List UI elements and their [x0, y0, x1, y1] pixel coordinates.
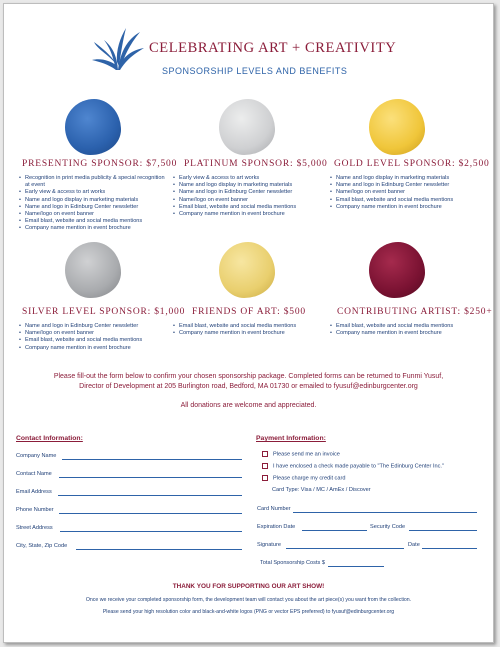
list-item: • Company name mention in event brochure: [18, 345, 168, 352]
silver-sponsor-title: SILVER LEVEL SPONSOR: $1,000: [22, 307, 186, 317]
date-label: Date: [408, 542, 420, 548]
list-item: • Email blast, website and social media mentions: [18, 218, 168, 225]
company-name-label: Company Name: [16, 453, 57, 459]
list-item: • Early view & access to art works: [18, 189, 168, 196]
gold-sponsor-benefits: [329, 175, 489, 211]
list-item: • Company name mention in event brochure: [18, 225, 168, 232]
silver-sponsor-benefits: [18, 323, 168, 352]
platinum-sponsor-benefits: [172, 175, 322, 218]
list-item: • Name and logo in Edinburg Center newsletter: [329, 182, 489, 189]
list-item: • Company name mention in event brochure: [172, 330, 322, 337]
list-item: • Name and logo display in marketing materials: [18, 197, 168, 204]
card-number-field[interactable]: [293, 512, 477, 513]
street-address-field[interactable]: [60, 531, 242, 532]
signature-field[interactable]: [286, 548, 404, 549]
presenting-sponsor-swatch: [65, 99, 121, 155]
email-address-field[interactable]: [58, 495, 242, 496]
list-item: • Name/logo on event banner: [329, 189, 489, 196]
platinum-sponsor-swatch: [219, 99, 275, 155]
list-item: • Email blast, website and social media mentions: [172, 323, 322, 330]
footer-line-1: Once we receive your completed sponsorship form, the development team will contact you about the art piece(s) you want from the collection.: [85, 597, 412, 603]
list-item: • Name/logo on event banner: [18, 330, 168, 337]
invoice-option[interactable]: [262, 451, 340, 457]
leaf-logo-icon: [90, 26, 146, 72]
list-item: • Email blast, website and social media mentions: [172, 204, 322, 211]
check-option[interactable]: [262, 463, 444, 469]
security-code-field[interactable]: [409, 530, 477, 531]
sponsorship-form-page: [3, 3, 494, 643]
presenting-sponsor-benefits: [18, 175, 168, 233]
list-item: • Name and logo display in marketing materials: [329, 175, 489, 182]
contributing-artist-swatch: [369, 242, 425, 298]
platinum-sponsor-title: PLATINUM SPONSOR: $5,000: [184, 159, 328, 169]
contact-name-label: Contact Name: [16, 471, 52, 477]
list-item: • Name and logo in Edinburg Center newsletter: [172, 189, 322, 196]
list-item: • Name/logo on event banner: [172, 197, 322, 204]
payment-information-heading: Payment Information:: [256, 435, 326, 442]
contact-name-field[interactable]: [59, 477, 242, 478]
presenting-sponsor-title: PRESENTING SPONSOR: $7,500: [22, 159, 178, 169]
list-item: • Early view & access to art works: [172, 175, 322, 182]
phone-number-field[interactable]: [59, 513, 242, 514]
card-number-label: Card Number: [257, 506, 291, 512]
list-item: • Company name mention in event brochure: [329, 204, 489, 211]
credit-card-option[interactable]: [262, 475, 345, 481]
email-address-label: Email Address: [16, 489, 52, 495]
check-option-label: I have enclosed a check made payable to "The Edinburg Center Inc.": [273, 463, 444, 470]
expiration-date-label: Expiration Date: [257, 524, 296, 530]
instructions-line-1: Please fill-out the form below to confirm your chosen sponsorship package. Completed forms can be returned to Funmi Yusuf,: [53, 373, 444, 380]
contributing-artist-benefits: [329, 323, 489, 337]
friends-of-art-swatch: [219, 242, 275, 298]
company-name-field[interactable]: [62, 459, 242, 460]
security-code-label: Security Code: [370, 524, 406, 530]
list-item: • Company name mention in event brochure: [329, 330, 489, 337]
instructions-line-2: Director of Development at 205 Burlington road, Bedford, MA 01730 or emailed to fyusuf@edinburgcenter.org: [79, 383, 418, 390]
invoice-option-label: Please send me an invoice: [273, 451, 340, 458]
page-subtitle: SPONSORSHIP LEVELS AND BENEFITS: [162, 66, 348, 76]
gold-sponsor-swatch: [369, 99, 425, 155]
signature-label: Signature: [257, 542, 281, 548]
expiration-date-field[interactable]: [302, 530, 367, 531]
list-item: • Name and logo in Edinburg Center newsletter: [18, 204, 168, 211]
list-item: • Name and logo display in marketing materials: [172, 182, 322, 189]
list-item: • Email blast, website and social media mentions: [18, 337, 168, 344]
total-sponsorship-field[interactable]: [328, 566, 384, 567]
city-state-zip-field[interactable]: [76, 549, 242, 550]
card-type-label: Card Type: Visa / MC / AmEx / Discover: [272, 487, 371, 493]
date-field[interactable]: [422, 548, 477, 549]
list-item: • Email blast, website and social media mentions: [329, 323, 489, 330]
list-item: • Company name mention in event brochure: [172, 211, 322, 218]
city-state-zip-label: City, State, Zip Code: [16, 543, 68, 549]
friends-of-art-benefits: [172, 323, 322, 337]
contact-information-heading: Contact Information:: [16, 435, 83, 442]
credit-card-checkbox[interactable]: [262, 475, 268, 481]
thank-you-heading: THANK YOU FOR SUPPORTING OUR ART SHOW!: [172, 583, 325, 590]
credit-card-option-label: Please charge my credit card: [273, 475, 346, 482]
footer-line-2: Please send your high resolution color and black-and-white logos (PNG or vector EPS preferred) to fyusuf@edinburgcenter.org: [102, 609, 395, 615]
list-item: • Email blast, website and social media mentions: [329, 197, 489, 204]
list-item: • Recognition in print media publicity & special recognition at event: [18, 175, 168, 189]
friends-of-art-title: FRIENDS OF ART: $500: [192, 307, 306, 317]
phone-number-label: Phone Number: [16, 507, 54, 513]
total-sponsorship-label: Total Sponsorship Costs $: [260, 560, 325, 566]
gold-sponsor-title: GOLD LEVEL SPONSOR: $2,500: [334, 159, 490, 169]
silver-sponsor-swatch: [65, 242, 121, 298]
street-address-label: Street Address: [16, 525, 53, 531]
instructions-line-3: All donations are welcome and appreciated.: [180, 402, 317, 409]
list-item: • Name/logo on event banner: [18, 211, 168, 218]
list-item: • Name and logo in Edinburg Center newsletter: [18, 323, 168, 330]
page-title: CELEBRATING ART + CREATIVITY: [149, 40, 397, 56]
invoice-checkbox[interactable]: [262, 451, 268, 457]
check-checkbox[interactable]: [262, 463, 268, 469]
contributing-artist-title: CONTRIBUTING ARTIST: $250+: [337, 307, 493, 317]
